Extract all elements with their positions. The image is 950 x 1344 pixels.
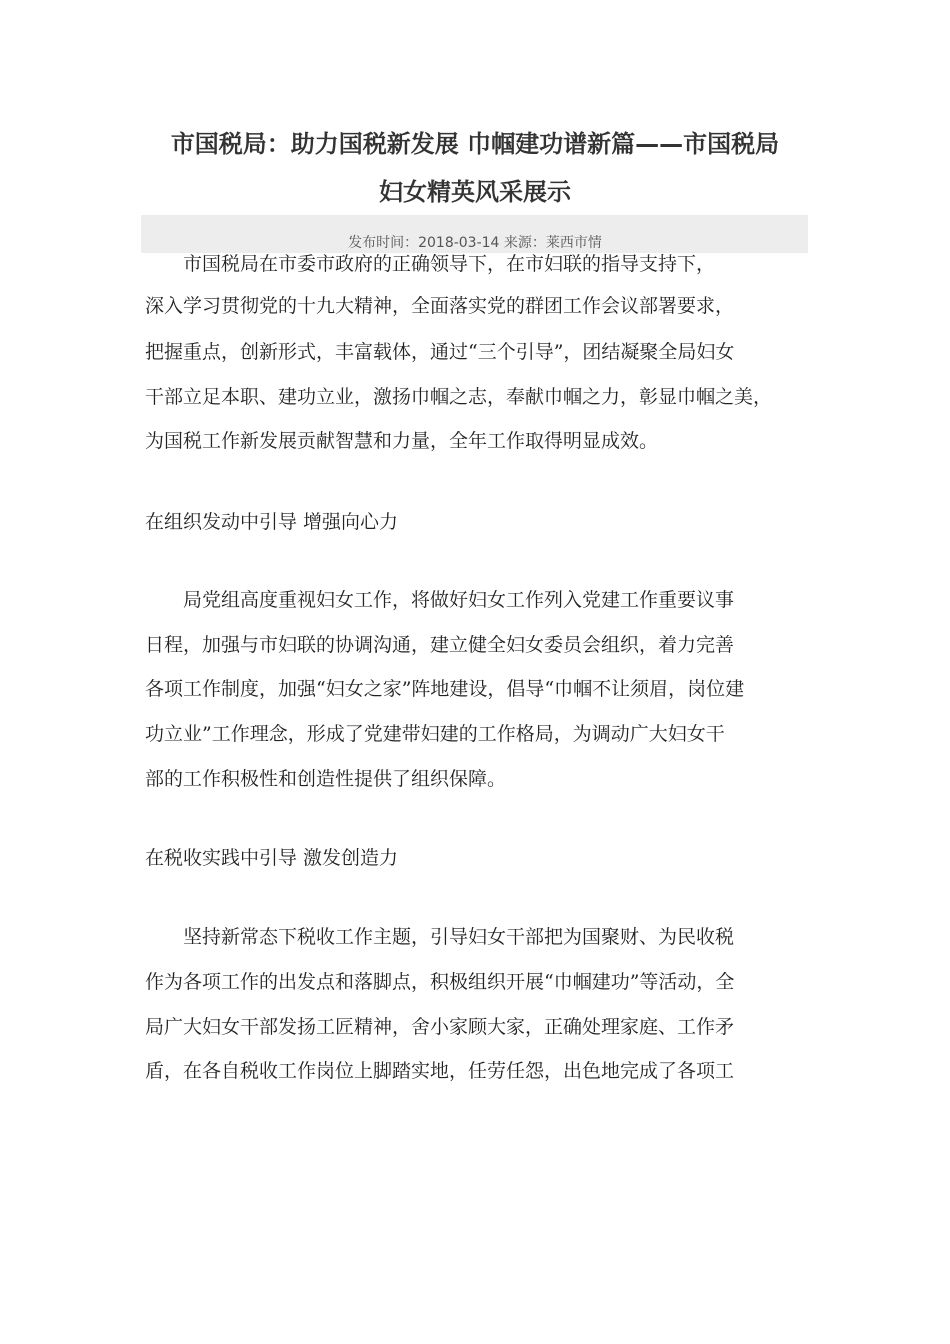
body-line: 把握重点，创新形式，丰富载体，通过“三个引导”，团结凝聚全局妇女 — [145, 341, 735, 363]
body-line: 局党组高度重视妇女工作，将做好妇女工作列入党建工作重要议事 — [145, 589, 735, 611]
body-line: 作为各项工作的出发点和落脚点，积极组织开展“巾帼建功”等活动，全 — [145, 971, 735, 993]
body-line: 深入学习贯彻党的十九大精神，全面落实党的群团工作会议部署要求， — [145, 295, 735, 317]
section-heading: 在组织发动中引导 增强向心力 — [145, 511, 399, 533]
body-line: 日程，加强与市妇联的协调沟通，建立健全妇女委员会组织，着力完善 — [145, 634, 735, 656]
body-line: 各项工作制度，加强“妇女之家”阵地建设，倡导“巾帼不让须眉，岗位建 — [145, 678, 745, 700]
body-line: 局广大妇女干部发扬工匠精神，舍小家顾大家，正确处理家庭、工作矛 — [145, 1016, 735, 1038]
article-title-line-2: 妇女精英风采展示 — [379, 178, 571, 206]
body-line: 市国税局在市委市政府的正确领导下，在市妇联的指导支持下， — [145, 253, 716, 275]
body-line: 坚持新常态下税收工作主题，引导妇女干部把为国聚财、为民收税 — [145, 926, 735, 948]
section-heading: 在税收实践中引导 激发创造力 — [145, 847, 399, 869]
body-line: 功立业”工作理念，形成了党建带妇建的工作格局，为调动广大妇女干 — [145, 723, 725, 745]
body-line: 干部立足本职、建功立业，激扬巾帼之志，奉献巾帼之力，彰显巾帼之美， — [145, 386, 773, 408]
body-line: 为国税工作新发展贡献智慧和力量，全年工作取得明显成效。 — [145, 430, 659, 452]
body-line: 部的工作积极性和创造性提供了组织保障。 — [145, 768, 507, 790]
body-line: 盾，在各自税收工作岗位上脚踏实地，任劳任怨，出色地完成了各项工 — [145, 1060, 735, 1082]
publish-meta: 发布时间：2018-03-14 来源：莱西市情 — [348, 235, 602, 251]
article-title-line-1: 市国税局：助力国税新发展 巾帼建功谱新篇——市国税局 — [170, 130, 780, 158]
